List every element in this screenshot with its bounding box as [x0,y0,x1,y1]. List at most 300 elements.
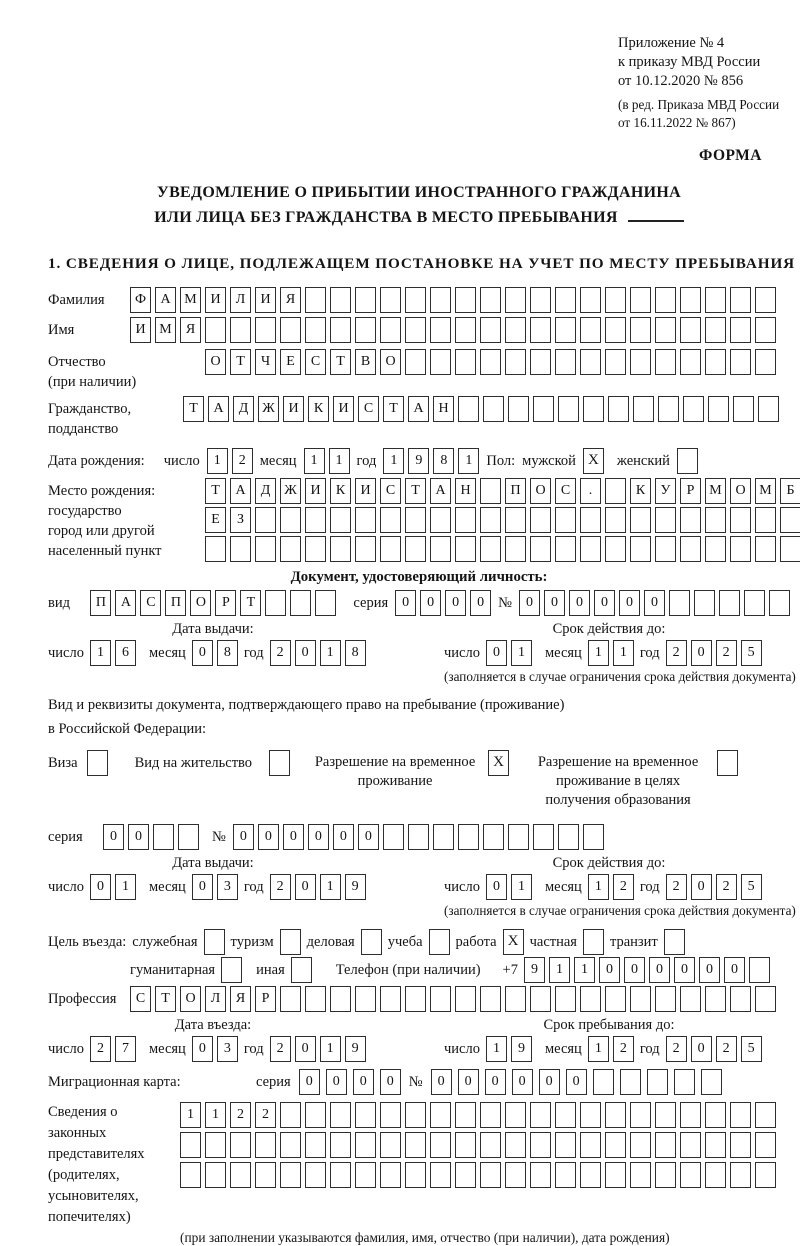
char-cell[interactable] [630,287,651,313]
char-cell[interactable]: 0 [192,874,213,900]
char-cell[interactable] [280,317,301,343]
char-cell[interactable] [230,1132,251,1158]
char-cell[interactable]: 0 [326,1069,347,1095]
char-cell[interactable] [455,986,476,1012]
char-cell[interactable] [455,1102,476,1128]
char-cell[interactable] [605,1162,626,1188]
char-cell[interactable]: 0 [599,957,620,983]
char-cell[interactable] [205,1162,226,1188]
char-cell[interactable] [730,536,751,562]
char-cell[interactable] [355,536,376,562]
char-cell[interactable] [605,287,626,313]
char-cell[interactable]: 2 [613,1036,634,1062]
char-cell[interactable] [630,1102,651,1128]
char-cell[interactable]: 0 [308,824,329,850]
char-cell[interactable]: 0 [566,1069,587,1095]
char-cell[interactable]: 0 [512,1069,533,1095]
char-cell[interactable] [480,287,501,313]
residence-permit-checkbox[interactable] [269,750,290,776]
char-cell[interactable] [455,287,476,313]
char-cell[interactable] [705,507,726,533]
char-cell[interactable]: М [705,478,726,504]
char-cell[interactable] [608,396,629,422]
char-cell[interactable]: 0 [192,640,213,666]
char-cell[interactable] [330,287,351,313]
char-cell[interactable] [620,1069,641,1095]
char-cell[interactable] [674,1069,695,1095]
char-cell[interactable] [655,1102,676,1128]
char-cell[interactable] [355,287,376,313]
char-cell[interactable]: 1 [458,448,479,474]
representatives-input-row-3[interactable] [180,1162,776,1188]
char-cell[interactable] [655,1162,676,1188]
char-cell[interactable] [430,986,451,1012]
char-cell[interactable] [280,1102,301,1128]
char-cell[interactable] [455,1132,476,1158]
char-cell[interactable] [405,1102,426,1128]
char-cell[interactable] [555,317,576,343]
char-cell[interactable]: О [730,478,751,504]
char-cell[interactable] [455,349,476,375]
char-cell[interactable]: 1 [304,448,325,474]
char-cell[interactable] [305,1162,326,1188]
char-cell[interactable]: 0 [486,640,507,666]
char-cell[interactable]: 9 [511,1036,532,1062]
char-cell[interactable]: 1 [205,1102,226,1128]
birth-place-input-row-2[interactable] [205,507,800,533]
char-cell[interactable]: 0 [519,590,540,616]
purpose-business-checkbox[interactable] [361,929,382,955]
char-cell[interactable]: 1 [320,640,341,666]
char-cell[interactable] [530,986,551,1012]
char-cell[interactable] [605,478,626,504]
char-cell[interactable]: 0 [674,957,695,983]
char-cell[interactable]: 0 [544,590,565,616]
char-cell[interactable]: 1 [511,874,532,900]
char-cell[interactable] [605,1132,626,1158]
char-cell[interactable] [655,536,676,562]
char-cell[interactable]: 2 [716,1036,737,1062]
char-cell[interactable] [330,317,351,343]
birth-day-input[interactable] [207,448,253,474]
char-cell[interactable] [755,1102,776,1128]
purpose-private-checkbox[interactable] [583,929,604,955]
char-cell[interactable] [255,317,276,343]
issue-day-input[interactable] [90,640,136,666]
char-cell[interactable] [505,986,526,1012]
char-cell[interactable] [580,507,601,533]
char-cell[interactable]: Р [255,986,276,1012]
char-cell[interactable] [605,507,626,533]
char-cell[interactable] [749,957,770,983]
char-cell[interactable] [605,536,626,562]
char-cell[interactable]: 6 [115,640,136,666]
char-cell[interactable]: 2 [666,640,687,666]
char-cell[interactable] [180,1162,201,1188]
char-cell[interactable] [480,1162,501,1188]
char-cell[interactable] [508,824,529,850]
char-cell[interactable]: В [355,349,376,375]
char-cell[interactable]: 2 [270,1036,291,1062]
char-cell[interactable] [405,986,426,1012]
char-cell[interactable]: 0 [470,590,491,616]
char-cell[interactable]: 1 [90,640,111,666]
char-cell[interactable]: 1 [207,448,228,474]
char-cell[interactable]: Б [780,478,800,504]
char-cell[interactable]: 0 [128,824,149,850]
char-cell[interactable] [480,986,501,1012]
migration-series-input[interactable] [299,1069,401,1095]
char-cell[interactable] [458,396,479,422]
char-cell[interactable]: 1 [588,640,609,666]
char-cell[interactable]: 0 [295,1036,316,1062]
char-cell[interactable] [630,1162,651,1188]
issue-year-input[interactable] [270,640,366,666]
char-cell[interactable] [380,1102,401,1128]
char-cell[interactable] [355,1162,376,1188]
char-cell[interactable]: 1 [320,874,341,900]
char-cell[interactable]: С [305,349,326,375]
char-cell[interactable]: 0 [233,824,254,850]
char-cell[interactable]: И [305,478,326,504]
char-cell[interactable]: Н [433,396,454,422]
char-cell[interactable] [555,1162,576,1188]
char-cell[interactable]: 8 [217,640,238,666]
birth-place-input-row-3[interactable] [205,536,800,562]
purpose-tourism-checkbox[interactable] [280,929,301,955]
stay-month-input[interactable] [588,1036,634,1062]
char-cell[interactable] [593,1069,614,1095]
purpose-humanitarian-checkbox[interactable] [221,957,242,983]
char-cell[interactable]: 2 [90,1036,111,1062]
char-cell[interactable] [647,1069,668,1095]
char-cell[interactable]: Р [215,590,236,616]
char-cell[interactable] [744,590,765,616]
char-cell[interactable] [719,590,740,616]
char-cell[interactable]: 0 [724,957,745,983]
temp-residence-checkbox[interactable]: X [488,750,509,776]
char-cell[interactable] [380,1132,401,1158]
char-cell[interactable] [480,478,501,504]
char-cell[interactable] [705,317,726,343]
stay-day-input[interactable] [486,1036,532,1062]
char-cell[interactable] [355,317,376,343]
char-cell[interactable] [305,507,326,533]
char-cell[interactable]: 0 [358,824,379,850]
surname-input[interactable] [130,287,776,313]
char-cell[interactable]: 0 [624,957,645,983]
char-cell[interactable] [580,349,601,375]
char-cell[interactable]: 2 [270,874,291,900]
char-cell[interactable]: А [230,478,251,504]
char-cell[interactable] [733,396,754,422]
expiry-month-input[interactable] [588,640,634,666]
char-cell[interactable] [630,507,651,533]
char-cell[interactable]: 2 [230,1102,251,1128]
char-cell[interactable]: Т [240,590,261,616]
char-cell[interactable]: И [355,478,376,504]
char-cell[interactable]: 0 [699,957,720,983]
char-cell[interactable] [458,824,479,850]
entry-year-input[interactable] [270,1036,366,1062]
char-cell[interactable] [555,287,576,313]
representatives-input-row-1[interactable] [180,1102,776,1128]
char-cell[interactable] [255,1162,276,1188]
patronymic-input[interactable] [205,349,776,375]
char-cell[interactable] [355,1102,376,1128]
char-cell[interactable] [730,287,751,313]
char-cell[interactable] [480,1132,501,1158]
char-cell[interactable] [505,349,526,375]
char-cell[interactable] [705,536,726,562]
char-cell[interactable]: С [358,396,379,422]
char-cell[interactable]: М [755,478,776,504]
char-cell[interactable]: Т [155,986,176,1012]
char-cell[interactable]: Л [205,986,226,1012]
char-cell[interactable]: Е [280,349,301,375]
char-cell[interactable] [483,824,504,850]
char-cell[interactable] [205,317,226,343]
char-cell[interactable]: Т [205,478,226,504]
char-cell[interactable] [280,536,301,562]
char-cell[interactable]: 0 [283,824,304,850]
residence-expiry-year-input[interactable] [666,874,762,900]
char-cell[interactable]: Ж [258,396,279,422]
char-cell[interactable] [605,349,626,375]
residence-issue-month-input[interactable] [192,874,238,900]
char-cell[interactable] [280,507,301,533]
char-cell[interactable]: 5 [741,640,762,666]
char-cell[interactable]: 9 [408,448,429,474]
char-cell[interactable] [558,824,579,850]
char-cell[interactable] [530,507,551,533]
char-cell[interactable]: 0 [691,1036,712,1062]
entry-day-input[interactable] [90,1036,136,1062]
gender-female-checkbox[interactable] [677,448,698,474]
char-cell[interactable] [530,317,551,343]
char-cell[interactable]: 0 [353,1069,374,1095]
char-cell[interactable]: 1 [115,874,136,900]
char-cell[interactable]: 0 [691,640,712,666]
char-cell[interactable] [230,317,251,343]
char-cell[interactable] [694,590,715,616]
char-cell[interactable]: 0 [395,590,416,616]
char-cell[interactable] [230,1162,251,1188]
char-cell[interactable] [580,536,601,562]
char-cell[interactable] [755,507,776,533]
char-cell[interactable]: 2 [270,640,291,666]
char-cell[interactable]: А [208,396,229,422]
char-cell[interactable]: 0 [380,1069,401,1095]
char-cell[interactable] [480,536,501,562]
residence-series-input[interactable] [103,824,199,850]
char-cell[interactable] [430,349,451,375]
char-cell[interactable] [555,1132,576,1158]
char-cell[interactable]: 2 [666,874,687,900]
char-cell[interactable]: 5 [741,874,762,900]
char-cell[interactable] [505,536,526,562]
char-cell[interactable]: 2 [613,874,634,900]
char-cell[interactable] [605,1102,626,1128]
doc-series-input[interactable] [395,590,491,616]
char-cell[interactable] [630,986,651,1012]
char-cell[interactable] [680,287,701,313]
char-cell[interactable] [680,1102,701,1128]
char-cell[interactable] [533,824,554,850]
char-cell[interactable] [330,1132,351,1158]
char-cell[interactable] [408,824,429,850]
char-cell[interactable]: 0 [569,590,590,616]
char-cell[interactable]: С [140,590,161,616]
char-cell[interactable] [780,536,800,562]
char-cell[interactable]: И [130,317,151,343]
char-cell[interactable] [178,824,199,850]
char-cell[interactable]: 0 [458,1069,479,1095]
char-cell[interactable]: И [205,287,226,313]
char-cell[interactable] [605,986,626,1012]
char-cell[interactable] [655,287,676,313]
char-cell[interactable]: С [130,986,151,1012]
char-cell[interactable] [680,536,701,562]
purpose-work-checkbox[interactable]: X [503,929,524,955]
char-cell[interactable]: О [205,349,226,375]
char-cell[interactable] [430,536,451,562]
char-cell[interactable] [455,507,476,533]
char-cell[interactable] [330,986,351,1012]
char-cell[interactable]: 1 [549,957,570,983]
char-cell[interactable] [669,590,690,616]
char-cell[interactable] [580,317,601,343]
representatives-input-row-2[interactable] [180,1132,776,1158]
char-cell[interactable] [730,1162,751,1188]
char-cell[interactable]: . [580,478,601,504]
char-cell[interactable]: М [180,287,201,313]
char-cell[interactable]: 2 [716,874,737,900]
char-cell[interactable]: О [180,986,201,1012]
char-cell[interactable] [730,317,751,343]
char-cell[interactable] [255,1132,276,1158]
char-cell[interactable]: Н [455,478,476,504]
char-cell[interactable] [480,1102,501,1128]
char-cell[interactable]: К [630,478,651,504]
char-cell[interactable] [583,824,604,850]
expiry-day-input[interactable] [486,640,532,666]
char-cell[interactable] [680,1162,701,1188]
doc-number-input[interactable] [519,590,790,616]
char-cell[interactable]: 2 [716,640,737,666]
char-cell[interactable] [755,986,776,1012]
char-cell[interactable] [680,507,701,533]
char-cell[interactable]: 7 [115,1036,136,1062]
purpose-other-checkbox[interactable] [291,957,312,983]
char-cell[interactable] [380,507,401,533]
char-cell[interactable]: Т [405,478,426,504]
char-cell[interactable]: 0 [295,640,316,666]
char-cell[interactable]: Д [233,396,254,422]
char-cell[interactable]: 3 [217,874,238,900]
char-cell[interactable]: 0 [431,1069,452,1095]
char-cell[interactable]: П [505,478,526,504]
char-cell[interactable] [405,287,426,313]
char-cell[interactable] [705,287,726,313]
char-cell[interactable] [305,1102,326,1128]
char-cell[interactable] [430,1162,451,1188]
char-cell[interactable] [630,317,651,343]
char-cell[interactable] [305,536,326,562]
char-cell[interactable]: М [155,317,176,343]
residence-expiry-month-input[interactable] [588,874,634,900]
char-cell[interactable] [755,317,776,343]
char-cell[interactable]: 0 [258,824,279,850]
char-cell[interactable]: К [330,478,351,504]
char-cell[interactable] [705,349,726,375]
char-cell[interactable] [405,317,426,343]
doc-kind-input[interactable] [90,590,336,616]
char-cell[interactable]: С [380,478,401,504]
char-cell[interactable]: Т [330,349,351,375]
char-cell[interactable] [580,1162,601,1188]
char-cell[interactable]: 0 [486,874,507,900]
char-cell[interactable]: 0 [691,874,712,900]
char-cell[interactable] [305,317,326,343]
char-cell[interactable] [455,1162,476,1188]
char-cell[interactable] [430,1102,451,1128]
char-cell[interactable]: 0 [90,874,111,900]
char-cell[interactable]: 0 [594,590,615,616]
char-cell[interactable]: 9 [524,957,545,983]
char-cell[interactable] [680,349,701,375]
char-cell[interactable] [265,590,286,616]
char-cell[interactable] [153,824,174,850]
char-cell[interactable] [633,396,654,422]
char-cell[interactable] [380,317,401,343]
name-input[interactable] [130,317,776,343]
char-cell[interactable] [505,317,526,343]
char-cell[interactable]: 9 [345,874,366,900]
char-cell[interactable] [730,349,751,375]
char-cell[interactable]: 2 [232,448,253,474]
char-cell[interactable] [505,1132,526,1158]
char-cell[interactable]: Ж [280,478,301,504]
char-cell[interactable] [530,287,551,313]
char-cell[interactable] [758,396,779,422]
char-cell[interactable]: 1 [329,448,350,474]
char-cell[interactable] [530,1162,551,1188]
char-cell[interactable] [305,1132,326,1158]
char-cell[interactable]: 0 [420,590,441,616]
char-cell[interactable] [755,1132,776,1158]
char-cell[interactable]: Ф [130,287,151,313]
char-cell[interactable] [530,349,551,375]
char-cell[interactable] [708,396,729,422]
char-cell[interactable] [755,349,776,375]
char-cell[interactable] [355,507,376,533]
char-cell[interactable] [180,1132,201,1158]
char-cell[interactable] [430,1132,451,1158]
char-cell[interactable] [480,317,501,343]
char-cell[interactable] [505,1162,526,1188]
stay-year-input[interactable] [666,1036,762,1062]
purpose-official-checkbox[interactable] [204,929,225,955]
char-cell[interactable] [730,507,751,533]
char-cell[interactable] [555,986,576,1012]
char-cell[interactable]: 8 [345,640,366,666]
char-cell[interactable]: 0 [644,590,665,616]
char-cell[interactable] [405,1132,426,1158]
char-cell[interactable] [280,986,301,1012]
char-cell[interactable] [355,1132,376,1158]
char-cell[interactable]: Л [230,287,251,313]
